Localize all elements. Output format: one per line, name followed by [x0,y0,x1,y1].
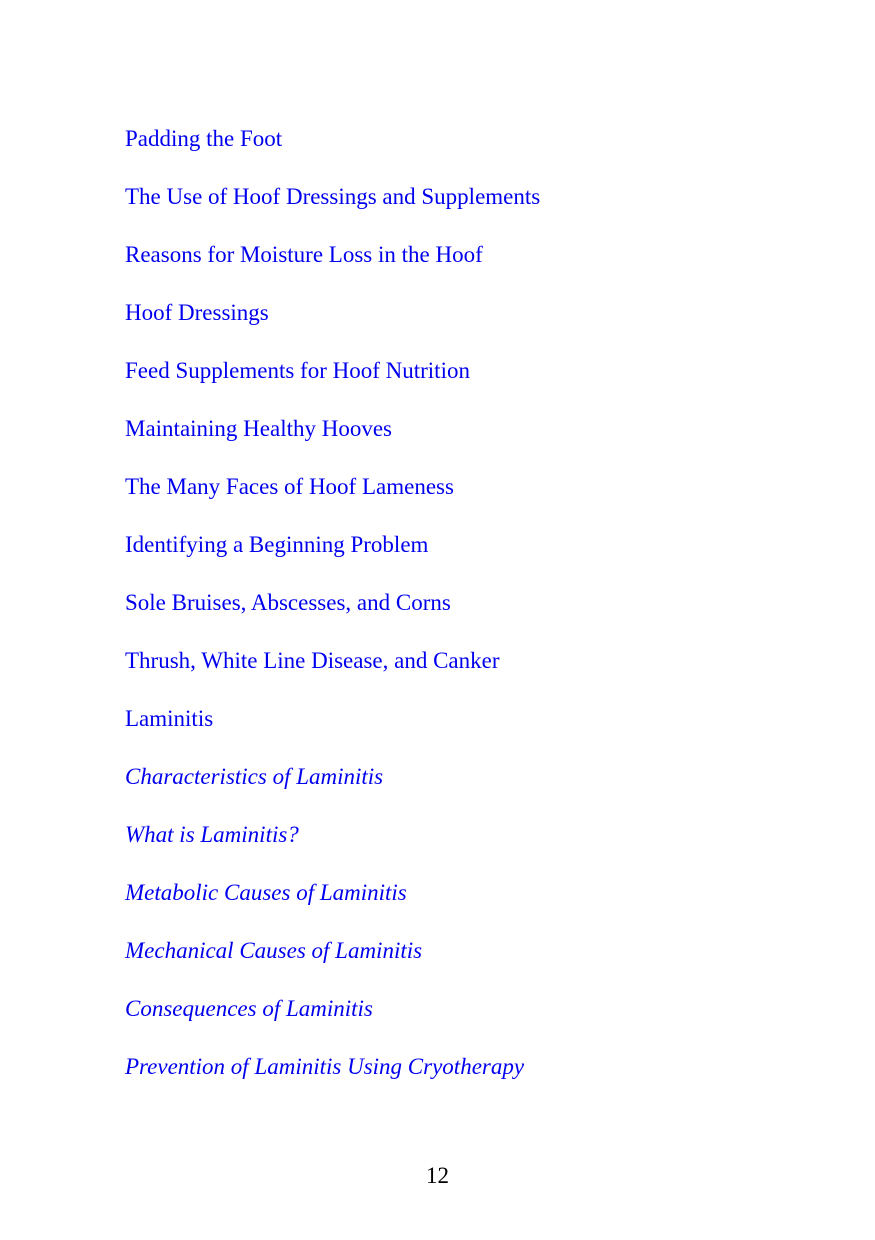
toc-entry [125,124,540,182]
toc-link-consequences-of-laminitis[interactable]: Consequences of Laminitis [125,996,373,1021]
toc-link-thrush-white-line[interactable]: Thrush, White Line Disease, and Canker [125,648,500,673]
toc-link-feed-supplements[interactable]: Feed Supplements for Hoof Nutrition [125,358,470,383]
toc-link-hoof-dressings[interactable]: Hoof Dressings [125,300,269,325]
toc-link-beginning-problem[interactable]: Identifying a Beginning Problem [125,532,429,557]
toc-entry [125,936,540,994]
toc-entry [125,762,540,820]
toc-entry [125,356,540,414]
toc-entry [125,298,540,356]
toc-link-characteristics-of-laminitis[interactable]: Characteristics of Laminitis [125,764,384,789]
toc-entry [125,994,540,1052]
toc-entry [125,240,540,298]
toc-entry [125,704,540,762]
toc-entry [125,820,540,878]
toc-entry [125,588,540,646]
toc-entry [125,472,540,530]
toc-entry [125,646,540,704]
toc-entry [125,1052,540,1110]
toc-link-maintaining-healthy-hooves[interactable]: Maintaining Healthy Hooves [125,416,393,441]
toc-link-prevention-cryotherapy[interactable]: Prevention of Laminitis Using Cryotherapy [125,1054,525,1079]
page-number: 12 [426,1163,449,1188]
toc-entry [125,878,540,936]
toc-link-hoof-lameness[interactable]: The Many Faces of Hoof Lameness [125,474,454,499]
toc-link-metabolic-causes[interactable]: Metabolic Causes of Laminitis [125,880,407,905]
toc-link-padding-the-foot[interactable]: Padding the Foot [125,126,283,151]
toc-entry [125,182,540,240]
toc-link-sole-bruises[interactable]: Sole Bruises, Abscesses, and Corns [125,590,451,615]
table-of-contents [125,124,540,1110]
toc-link-what-is-laminitis[interactable]: What is Laminitis? [125,822,299,847]
toc-link-mechanical-causes[interactable]: Mechanical Causes of Laminitis [125,938,423,963]
toc-link-moisture-loss[interactable]: Reasons for Moisture Loss in the Hoof [125,242,483,267]
toc-entry [125,414,540,472]
toc-link-laminitis[interactable]: Laminitis [125,706,214,731]
toc-link-hoof-dressings-and-supplements[interactable]: The Use of Hoof Dressings and Supplements [125,184,541,209]
toc-entry [125,530,540,588]
